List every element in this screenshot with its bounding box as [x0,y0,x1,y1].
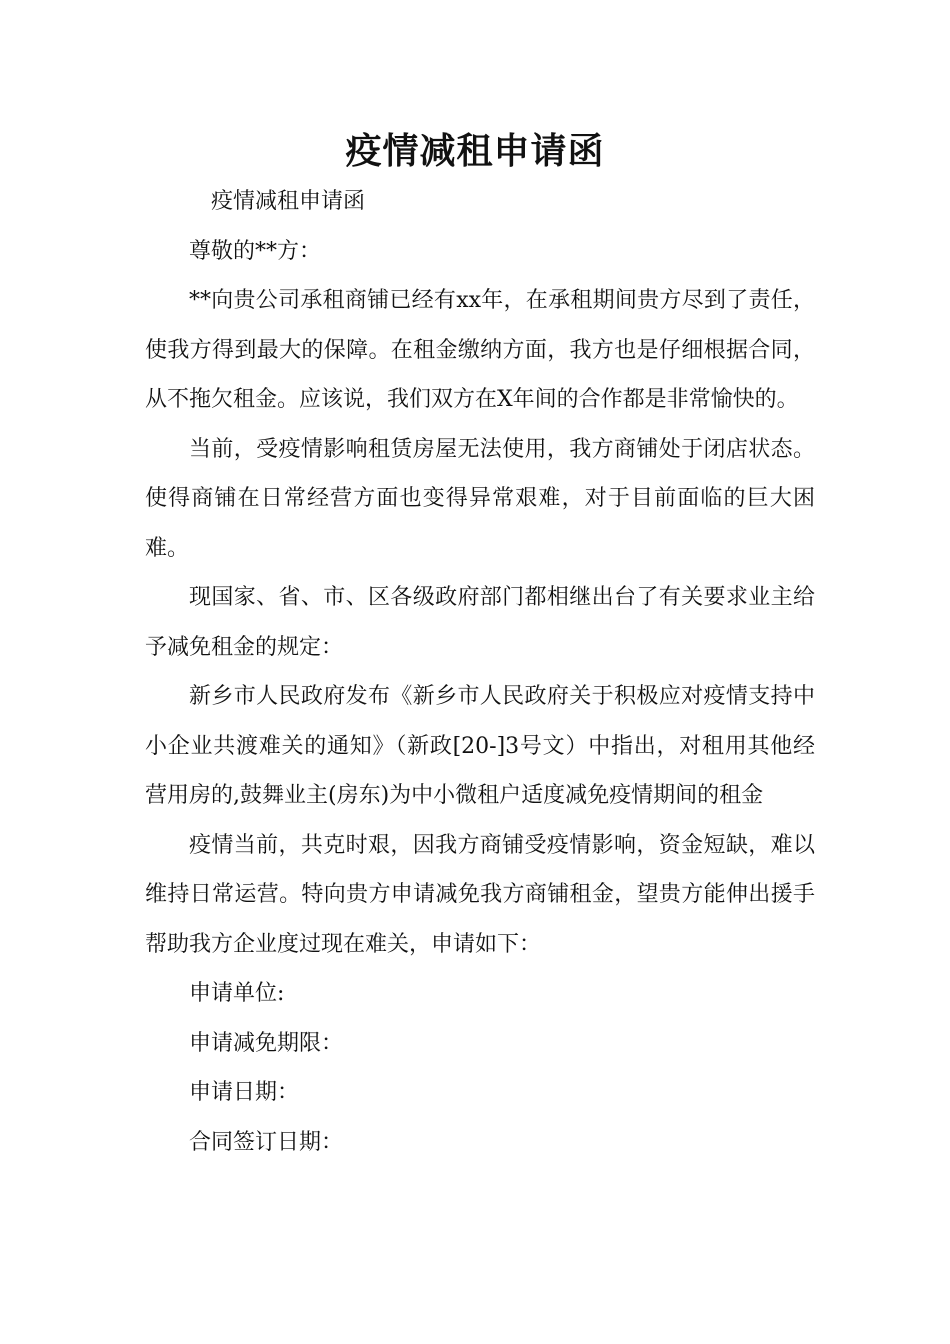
paragraph-xinxiang-notice: 新乡市人民政府发布《新乡市人民政府关于积极应对疫情支持中小企业共渡难关的通知》（新政[20-]3号文）中指出，对租用其他经营用房的,鼓舞业主(房东)为中小微租户适度减免疫情期间的租金 [145,684,815,808]
paragraph-request: 疫情当前，共克时艰，因我方商铺受疫情影响，资金短缺，难以维持日常运营。特向贵方申请减免我方商铺租金，望贵方能伸出援手帮助我方企业度过现在难关，申请如下： [145,832,815,957]
document-body [145,177,815,1167]
field-contract-date: 合同签订日期： [189,1129,344,1155]
salutation: 尊敬的**方： [189,238,322,264]
paragraph-epidemic-impact: 当前，受疫情影响租赁房屋无法使用，我方商铺处于闭店状态。使得商铺在日常经营方面也变得异常艰难，对于目前面临的巨大困难。 [145,436,815,561]
paragraph-government-policy: 现国家、省、市、区各级政府部门都相继出台了有关要求业主给予减免租金的规定： [145,585,815,660]
paragraph-cooperation: **向贵公司承租商铺已经有xx年，在承租期间贵方尽到了责任，使我方得到最大的保障。在租金缴纳方面，我方也是仔细根据合同，从不拖欠租金。应该说，我们双方在X年间的合作都是非常愉快的。 [145,288,815,412]
field-apply-date: 申请日期： [189,1080,300,1105]
field-applicant-unit: 申请单位: [189,981,285,1006]
document-subtitle: 疫情减租申请函 [211,189,366,214]
document-title: 疫情减租申请函 [345,131,605,172]
field-reduction-period: 申请减免期限： [189,1030,344,1056]
